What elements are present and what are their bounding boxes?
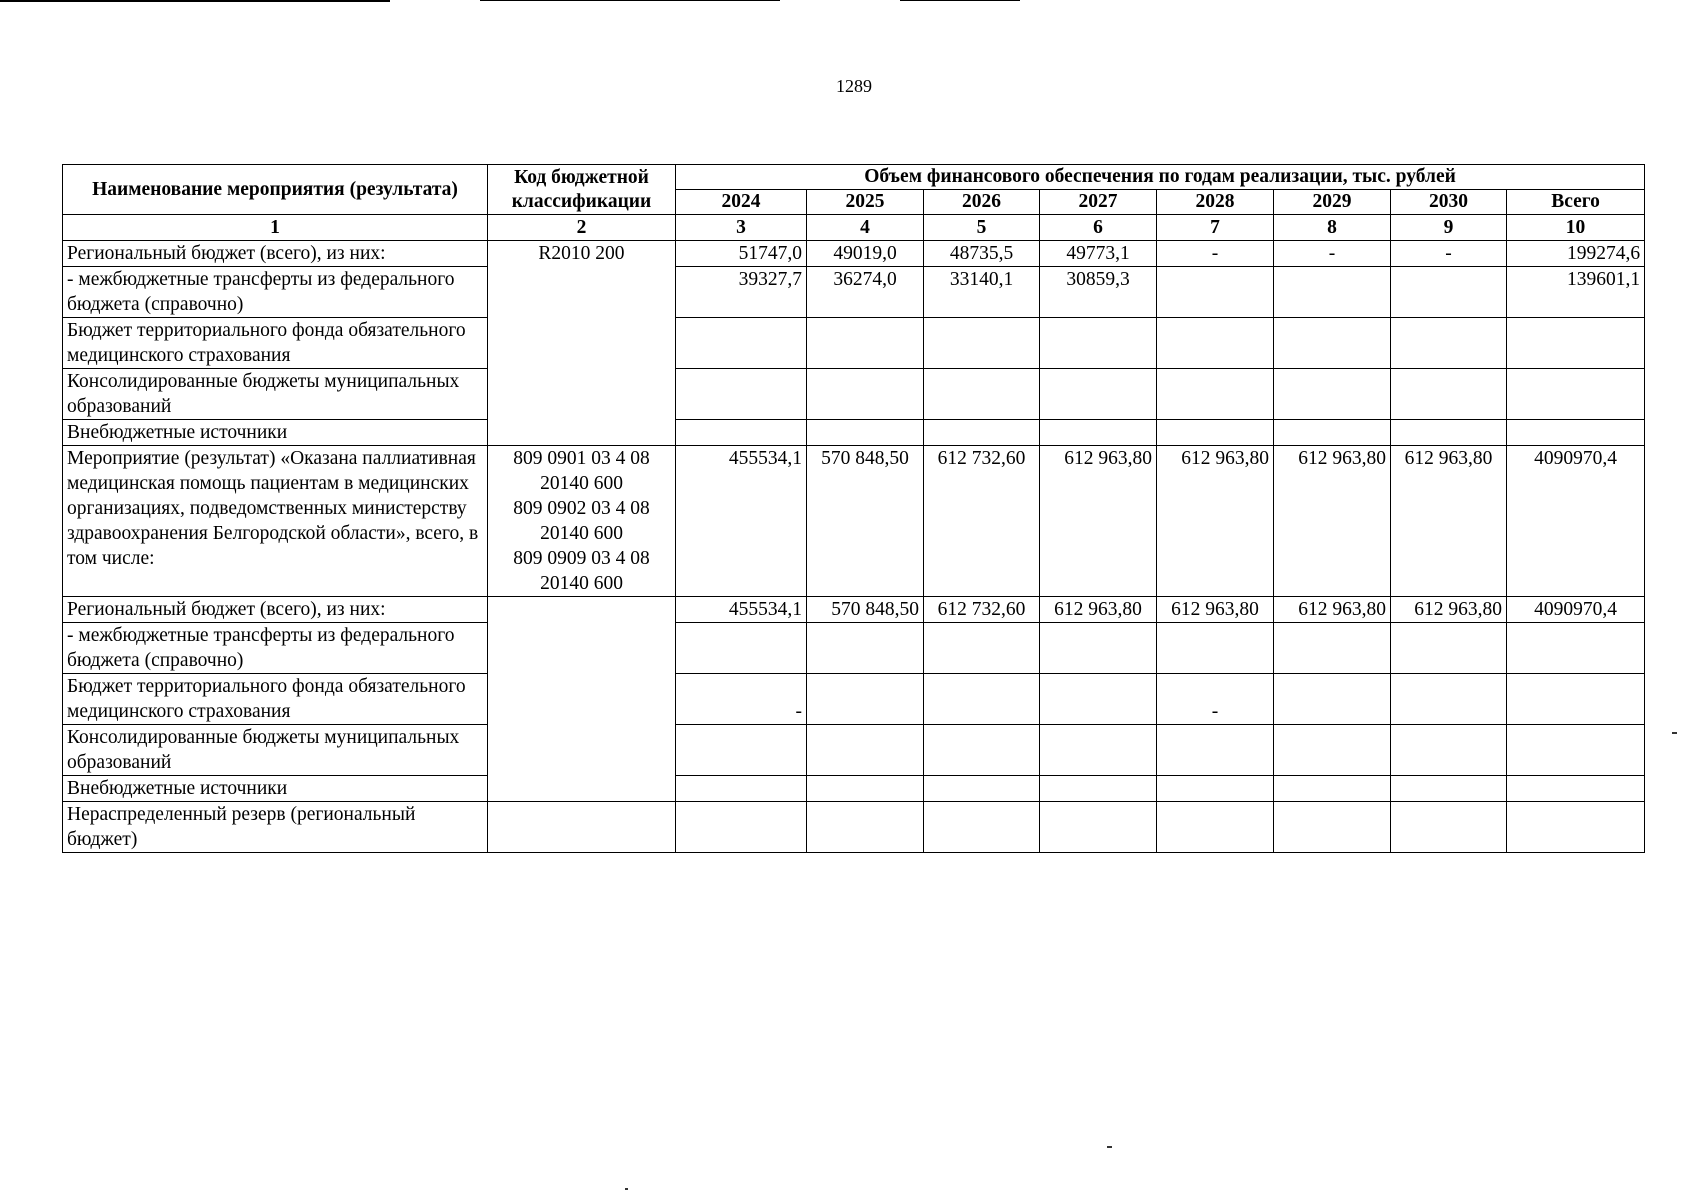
value-cell: 612 963,80 [1274, 597, 1391, 623]
value-cell: 612 732,60 [924, 597, 1040, 623]
column-number: 2 [488, 215, 676, 241]
value-cell [1391, 802, 1507, 853]
value-cell [807, 725, 924, 776]
value-cell [1040, 674, 1157, 725]
total-cell [1507, 623, 1645, 674]
value-cell [807, 802, 924, 853]
value-cell [924, 776, 1040, 802]
value-cell [1157, 420, 1274, 446]
header-volume: Объем финансового обеспечения по годам реализации, тыс. рублей [676, 165, 1645, 190]
value-cell: - [1391, 241, 1507, 267]
value-cell: - [1157, 674, 1274, 725]
value-cell [924, 802, 1040, 853]
budget-code-line: 20140 600 [540, 473, 623, 494]
value-cell [1391, 776, 1507, 802]
budget-code-line: 20140 600 [540, 523, 623, 544]
table-row [63, 674, 1645, 725]
value-cell: 36274,0 [807, 267, 924, 318]
column-number: 7 [1157, 215, 1274, 241]
value-cell: - [1157, 241, 1274, 267]
value-cell: 49773,1 [1040, 241, 1157, 267]
value-cell: 30859,3 [1040, 267, 1157, 318]
value-cell [807, 674, 924, 725]
value-cell [1391, 725, 1507, 776]
value-cell: 612 963,80 [1040, 446, 1157, 597]
budget-code [488, 802, 676, 853]
value-cell: 51747,0 [676, 241, 807, 267]
activity-title: Мероприятие (результат) «Оказана паллиативная медицинская помощь пациентам в медицинских организациях, подведомственных министерству здравоохранения Белгородской области», всего, в том числе: [63, 446, 488, 597]
value-cell: 455534,1 [676, 597, 807, 623]
value-cell: 612 963,80 [1274, 446, 1391, 597]
row-name: Внебюджетные источники [63, 420, 488, 446]
budget-code-line: 809 0901 03 4 08 [513, 448, 650, 469]
header-name: Наименование мероприятия (результата) [63, 165, 488, 215]
total-cell [1507, 369, 1645, 420]
value-cell [1157, 318, 1274, 369]
row-name: Нераспределенный резерв (региональный бюджет) [63, 802, 488, 853]
value-cell [1157, 776, 1274, 802]
row-name: - межбюджетные трансферты из федерального бюджета (справочно) [63, 267, 488, 318]
value-cell [1391, 674, 1507, 725]
value-cell [1157, 725, 1274, 776]
value-cell [1391, 369, 1507, 420]
year-header: 2026 [924, 190, 1040, 215]
value-cell [1274, 623, 1391, 674]
value-cell: 612 732,60 [924, 446, 1040, 597]
total-cell [1507, 318, 1645, 369]
total-cell [1507, 776, 1645, 802]
scan-speck [1672, 732, 1677, 734]
column-number: 4 [807, 215, 924, 241]
total-cell [1507, 674, 1645, 725]
value-cell [1157, 267, 1274, 318]
reserve-row [63, 802, 1645, 853]
value-cell [807, 369, 924, 420]
row-name: - межбюджетные трансферты из федерального бюджета (справочно) [63, 623, 488, 674]
budget-code-line: 809 0909 03 4 08 [513, 548, 650, 569]
year-header: 2028 [1157, 190, 1274, 215]
total-cell: 4090970,4 [1507, 597, 1645, 623]
value-cell [676, 776, 807, 802]
column-number: 8 [1274, 215, 1391, 241]
value-cell: - [1274, 241, 1391, 267]
scan-speck [1107, 1146, 1112, 1148]
table-row [63, 267, 1645, 318]
top-border-line [0, 0, 390, 2]
value-cell [1274, 776, 1391, 802]
value-cell [924, 623, 1040, 674]
value-cell [1391, 267, 1507, 318]
value-cell [924, 420, 1040, 446]
value-cell [1157, 369, 1274, 420]
budget-code-line: 809 0902 03 4 08 [513, 498, 650, 519]
value-cell [924, 318, 1040, 369]
value-cell [1274, 674, 1391, 725]
top-border-line [480, 0, 780, 1]
budget-code: R2010 200 [488, 241, 676, 446]
value-cell [1274, 318, 1391, 369]
value-cell [676, 725, 807, 776]
value-cell [1040, 802, 1157, 853]
table-row [63, 420, 1645, 446]
value-cell [676, 318, 807, 369]
value-cell [676, 802, 807, 853]
value-cell [807, 420, 924, 446]
activity-row [63, 446, 1645, 597]
value-cell [807, 623, 924, 674]
value-cell [1274, 267, 1391, 318]
row-name: Внебюджетные источники [63, 776, 488, 802]
value-cell [1274, 369, 1391, 420]
year-header: 2030 [1391, 190, 1507, 215]
row-name: Консолидированные бюджеты муниципальных образований [63, 369, 488, 420]
year-header: 2024 [676, 190, 807, 215]
row-name: Региональный бюджет (всего), из них: [63, 597, 488, 623]
value-cell [676, 420, 807, 446]
value-cell: 49019,0 [807, 241, 924, 267]
value-cell [1040, 318, 1157, 369]
value-cell [924, 369, 1040, 420]
header-row [63, 165, 1645, 190]
value-cell [1040, 776, 1157, 802]
top-border-line [900, 0, 1020, 1]
value-cell [924, 674, 1040, 725]
row-name: Консолидированные бюджеты муниципальных образований [63, 725, 488, 776]
column-number: 10 [1507, 215, 1645, 241]
page-number: 1289 [836, 76, 872, 96]
value-cell: 612 963,80 [1157, 597, 1274, 623]
row-name: Региональный бюджет (всего), из них: [63, 241, 488, 267]
value-cell [1274, 802, 1391, 853]
column-number: 3 [676, 215, 807, 241]
activity-codes [488, 446, 676, 597]
table-row [63, 318, 1645, 369]
total-cell [1507, 802, 1645, 853]
value-cell [1274, 420, 1391, 446]
value-cell: 612 963,80 [1157, 446, 1274, 597]
row-name: Бюджет территориального фонда обязательного медицинского страхования [63, 674, 488, 725]
table-row [63, 241, 1645, 267]
total-cell: 199274,6 [1507, 241, 1645, 267]
budget-code-empty [488, 597, 676, 802]
table-row [63, 623, 1645, 674]
value-cell [807, 318, 924, 369]
column-number: 6 [1040, 215, 1157, 241]
value-cell [1040, 725, 1157, 776]
value-cell: - [676, 674, 807, 725]
column-number: 1 [63, 215, 488, 241]
column-number-row [63, 215, 1645, 241]
value-cell [924, 725, 1040, 776]
value-cell [1157, 802, 1274, 853]
total-header: Всего [1507, 190, 1645, 215]
total-cell: 139601,1 [1507, 267, 1645, 318]
value-cell [807, 776, 924, 802]
financing-table [62, 164, 1645, 853]
value-cell [676, 623, 807, 674]
value-cell [1391, 420, 1507, 446]
year-header: 2029 [1274, 190, 1391, 215]
value-cell: 48735,5 [924, 241, 1040, 267]
value-cell: 33140,1 [924, 267, 1040, 318]
value-cell [1040, 369, 1157, 420]
header-code: Код бюджетной классификации [488, 165, 676, 215]
table-row [63, 776, 1645, 802]
column-number: 5 [924, 215, 1040, 241]
value-cell [1157, 623, 1274, 674]
value-cell [1040, 623, 1157, 674]
value-cell: 570 848,50 [807, 446, 924, 597]
table-row [63, 725, 1645, 776]
value-cell: 612 963,80 [1391, 597, 1507, 623]
total-cell [1507, 725, 1645, 776]
value-cell [1274, 725, 1391, 776]
year-header: 2027 [1040, 190, 1157, 215]
value-cell: 612 963,80 [1040, 597, 1157, 623]
row-name: Бюджет территориального фонда обязательного медицинского страхования [63, 318, 488, 369]
table-row [63, 369, 1645, 420]
column-number: 9 [1391, 215, 1507, 241]
table-row [63, 597, 1645, 623]
year-header: 2025 [807, 190, 924, 215]
scan-speck [625, 1188, 628, 1190]
value-cell [1391, 623, 1507, 674]
value-cell: 570 848,50 [807, 597, 924, 623]
value-cell: 39327,7 [676, 267, 807, 318]
budget-code-line: 20140 600 [540, 573, 623, 594]
value-cell [1391, 318, 1507, 369]
total-cell: 4090970,4 [1507, 446, 1645, 597]
total-cell [1507, 420, 1645, 446]
value-cell: 612 963,80 [1391, 446, 1507, 597]
value-cell [1040, 420, 1157, 446]
value-cell: 455534,1 [676, 446, 807, 597]
value-cell [676, 369, 807, 420]
